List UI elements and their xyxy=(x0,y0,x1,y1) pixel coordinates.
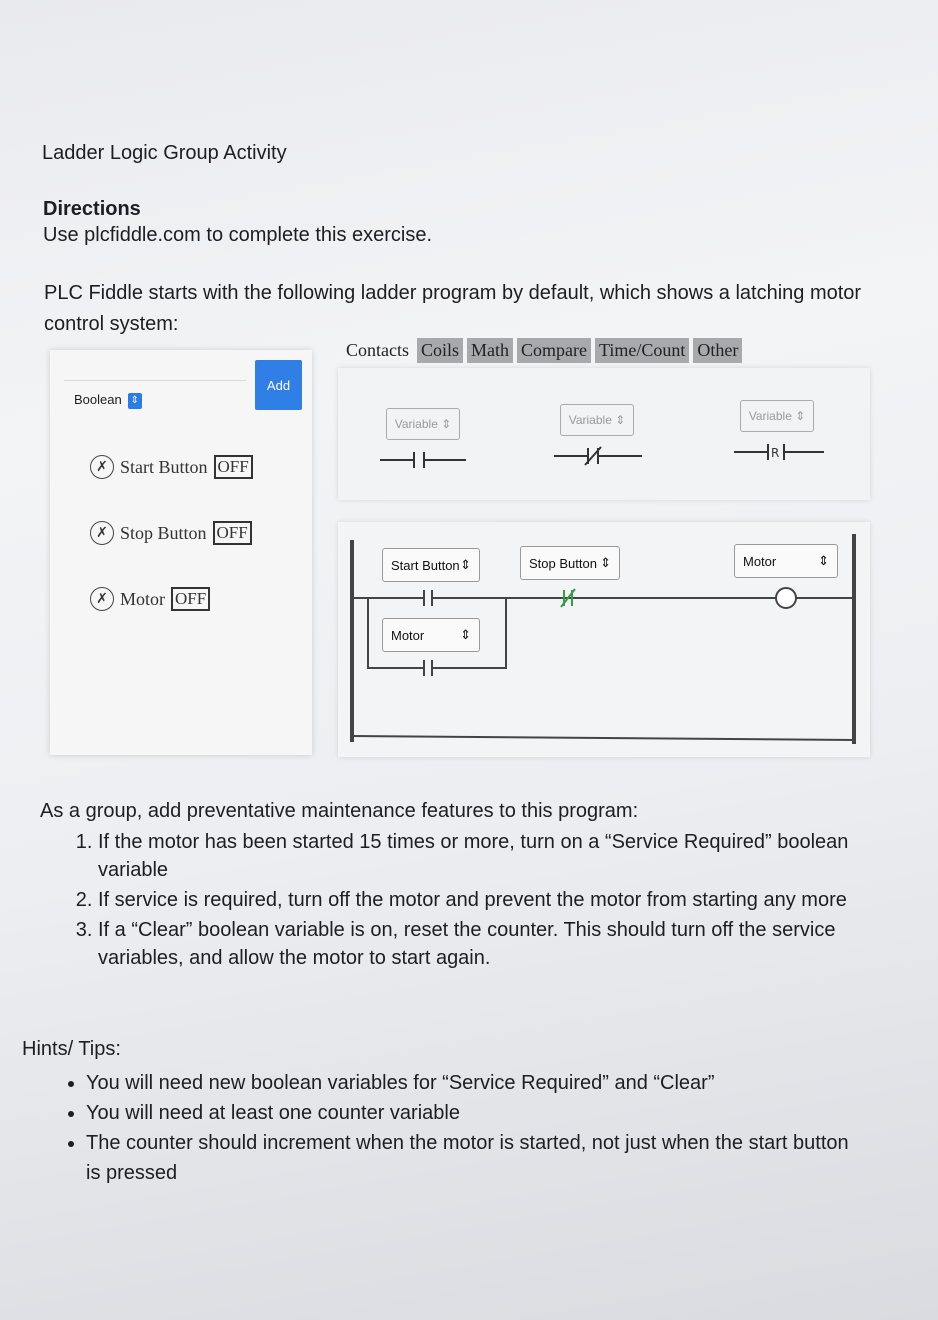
rung-branch-select[interactable]: Motor ⇕ xyxy=(382,618,480,652)
document-title: Ladder Logic Group Activity xyxy=(42,142,287,164)
select-arrow-icon: ⇕ xyxy=(600,555,611,570)
intro-paragraph: PLC Fiddle starts with the following ladder program by default, which shows a latching motor control system: xyxy=(44,282,862,335)
palette-variable-select[interactable]: Variable ⇕ xyxy=(740,400,814,432)
tab-time-count[interactable]: Time/Count xyxy=(595,338,689,363)
stop-contact-icon xyxy=(561,589,575,607)
variable-row-stop xyxy=(90,521,252,545)
select-arrow-icon: ⇕ xyxy=(460,557,471,572)
palette-tabs xyxy=(342,338,742,363)
nc-contact-icon xyxy=(554,447,642,465)
add-button[interactable]: Add xyxy=(255,360,302,410)
delete-icon[interactable]: ✗ xyxy=(90,587,114,611)
no-contact-icon xyxy=(380,452,466,468)
palette-variable-select[interactable]: Variable ⇕ xyxy=(560,404,634,436)
list-item: • You will need new boolean variables for “Service Required” and “Clear” xyxy=(86,1068,866,1098)
variable-name: Motor xyxy=(120,588,165,609)
variable-toggle[interactable]: OFF xyxy=(171,587,210,611)
list-item: • The counter should increment when the motor is started, not just when the start button is pressed xyxy=(86,1128,866,1188)
task-list xyxy=(60,828,868,974)
tab-compare[interactable]: Compare xyxy=(517,338,591,363)
motor-coil xyxy=(776,588,796,608)
task-intro: As a group, add preventative maintenance features to this program: xyxy=(40,800,639,822)
list-item: 3. If a “Clear” boolean variable is on, reset the counter. This should turn off the service variables, and allow the motor to start again. xyxy=(98,916,868,972)
delete-icon[interactable]: ✗ xyxy=(90,521,114,545)
select-arrow-icon: ⇕ xyxy=(128,393,142,409)
delete-icon[interactable]: ✗ xyxy=(90,455,114,479)
list-item: • You will need at least one counter variable xyxy=(86,1098,866,1128)
type-select[interactable] xyxy=(74,392,142,409)
rung-contact1-select[interactable]: Start Button ⇕ xyxy=(382,548,480,582)
tab-contacts[interactable]: Contacts xyxy=(346,340,409,360)
select-arrow-icon: ⇕ xyxy=(460,627,471,642)
rung-contact2-select[interactable]: Stop Button ⇕ xyxy=(520,546,620,580)
tab-other[interactable]: Other xyxy=(693,338,742,363)
contact-symbols xyxy=(338,368,870,500)
palette-variable-select[interactable]: Variable ⇕ xyxy=(386,408,460,440)
list-item: 1. If the motor has been started 15 times or more, turn on a “Service Required” boolean variable xyxy=(98,828,868,884)
variable-name: Stop Button xyxy=(120,522,207,543)
hints-heading: Hints/ Tips: xyxy=(22,1038,121,1060)
tab-coils[interactable]: Coils xyxy=(417,338,463,363)
variable-panel xyxy=(50,350,312,755)
bottom-rung xyxy=(352,736,854,740)
variable-toggle[interactable]: OFF xyxy=(213,521,252,545)
directions-text: Use plcfiddle.com to complete this exercise. xyxy=(43,224,433,246)
hints-list xyxy=(46,1068,866,1188)
directions-heading: Directions xyxy=(43,198,141,220)
list-item: 2. If service is required, turn off the motor and prevent the motor from starting any more xyxy=(98,886,868,914)
variable-name-input[interactable] xyxy=(64,364,246,381)
contacts-palette xyxy=(338,368,870,500)
ladder-diagram xyxy=(338,522,870,757)
tab-math[interactable]: Math xyxy=(467,338,513,363)
type-select-value: Boolean xyxy=(74,392,122,407)
variable-row-motor xyxy=(90,587,210,611)
rung-coil-select[interactable]: Motor ⇕ xyxy=(734,544,838,578)
rising-label: R xyxy=(771,446,780,460)
variable-toggle[interactable]: OFF xyxy=(214,455,253,479)
variable-name: Start Button xyxy=(120,456,208,477)
variable-row-start xyxy=(90,455,253,479)
select-arrow-icon: ⇕ xyxy=(818,553,829,568)
